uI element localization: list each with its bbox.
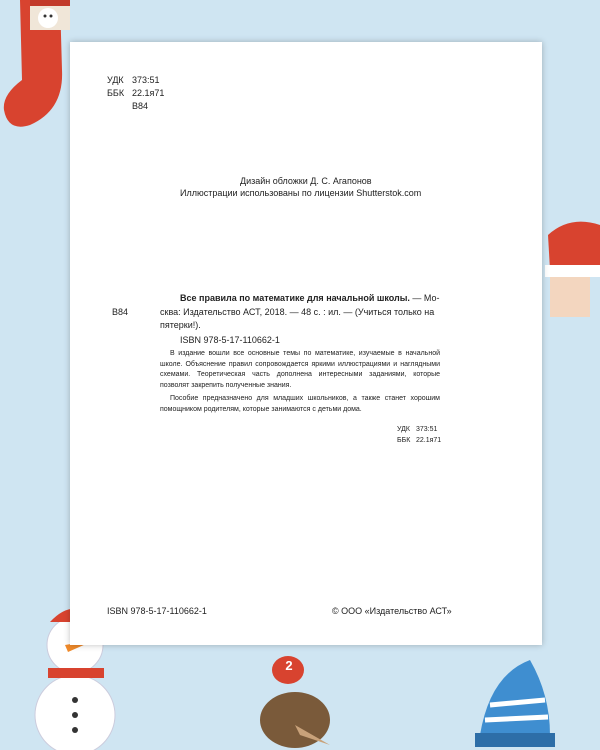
- bbk-label: ББК: [107, 88, 125, 98]
- catalog-isbn: ISBN 978-5-17-110662-1: [180, 335, 280, 345]
- blue-hat-illustration: [470, 655, 560, 750]
- catalog-author-mark: В84: [112, 307, 129, 317]
- catalog-line2: сква: Издательство АСТ, 2018. — 48 с. : ил. — (Учиться только на: [160, 307, 435, 317]
- bbk-value: 22.1я71: [132, 88, 165, 98]
- catalog-title-line1: [180, 292, 440, 304]
- catalog-line3: пятерки!).: [160, 320, 201, 330]
- book-imprint-page: [70, 42, 542, 645]
- illustrations-credit: Иллюстрации использованы по лицензии Shutterstok.com: [180, 188, 422, 198]
- udk-value: 373:51: [132, 75, 160, 85]
- cover-design-credit: Дизайн обложки Д. С. Агапонов: [240, 176, 372, 186]
- author-mark: В84: [132, 101, 149, 111]
- catalog-bbk-value: 22.1я71: [416, 437, 442, 444]
- footer-copyright: © ООО «Издательство АСТ»: [332, 606, 452, 616]
- book-title: Все правила по математике для начальной школы.: [180, 293, 410, 303]
- footer-isbn: ISBN 978-5-17-110662-1: [107, 606, 207, 616]
- title-continuation: — Мо-: [409, 293, 440, 303]
- abstract-paragraph-2: Пособие предназначено для младших школьников, а также станет хорошим помощником родителям, которые занимаются с детьми дома.: [160, 395, 440, 413]
- hat-illustration-right: [540, 215, 600, 325]
- udk-label: УДК: [107, 75, 124, 85]
- catalog-udk-label: УДК: [397, 426, 410, 433]
- catalog-bbk-label: ББК: [397, 437, 411, 444]
- number-badge: 2: [285, 658, 293, 673]
- catalog-udk-value: 373:51: [416, 426, 438, 433]
- abstract-paragraph-1: В издание вошли все основные темы по математике, изучаемые в начальной школе. Объяснение правил сопровождается яркими иллюстрациями и наглядными схемами. Теоретическая часть дополнена интересными заданиями, которые позволят закрепить полученные знания.: [160, 350, 440, 389]
